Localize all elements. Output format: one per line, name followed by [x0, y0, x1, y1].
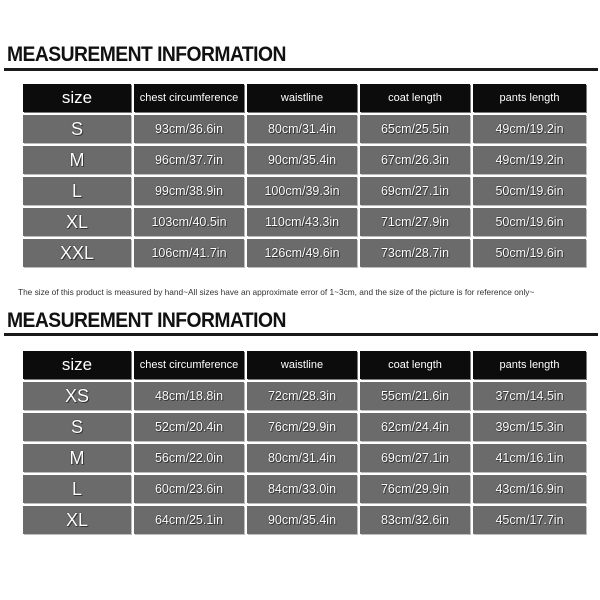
title-rule-1: [4, 68, 598, 71]
waist-cell: 80cm/31.4in: [247, 115, 357, 143]
coat-length-cell: 55cm/21.6in: [360, 382, 470, 410]
table-row: [23, 382, 586, 410]
coat-length-cell: 65cm/25.5in: [360, 115, 470, 143]
header-pants-length: pants length: [473, 84, 586, 112]
chest-cell: 64cm/25.1in: [134, 506, 244, 534]
size-cell: XL: [23, 506, 131, 534]
size-chart-table-1: [20, 81, 589, 270]
size-cell: S: [23, 115, 131, 143]
section-title-2: MEASUREMENT INFORMATION: [7, 309, 286, 332]
chest-cell: 106cm/41.7in: [134, 239, 244, 267]
waist-cell: 80cm/31.4in: [247, 444, 357, 472]
pants-length-cell: 45cm/17.7in: [473, 506, 586, 534]
size-cell: L: [23, 177, 131, 205]
header-waistline: waistline: [247, 84, 357, 112]
table-row: [23, 208, 586, 236]
table-header-row: [23, 84, 586, 112]
waist-cell: 100cm/39.3in: [247, 177, 357, 205]
waist-cell: 84cm/33.0in: [247, 475, 357, 503]
waist-cell: 90cm/35.4in: [247, 146, 357, 174]
coat-length-cell: 69cm/27.1in: [360, 444, 470, 472]
coat-length-cell: 62cm/24.4in: [360, 413, 470, 441]
table-row: [23, 239, 586, 267]
pants-length-cell: 50cm/19.6in: [473, 208, 586, 236]
waist-cell: 110cm/43.3in: [247, 208, 357, 236]
pants-length-cell: 39cm/15.3in: [473, 413, 586, 441]
table-row: [23, 177, 586, 205]
coat-length-cell: 71cm/27.9in: [360, 208, 470, 236]
pants-length-cell: 50cm/19.6in: [473, 177, 586, 205]
coat-length-cell: 76cm/29.9in: [360, 475, 470, 503]
chest-cell: 52cm/20.4in: [134, 413, 244, 441]
waist-cell: 72cm/28.3in: [247, 382, 357, 410]
pants-length-cell: 41cm/16.1in: [473, 444, 586, 472]
chest-cell: 48cm/18.8in: [134, 382, 244, 410]
chest-cell: 99cm/38.9in: [134, 177, 244, 205]
coat-length-cell: 67cm/26.3in: [360, 146, 470, 174]
table-header-row: [23, 351, 586, 379]
size-cell: XXL: [23, 239, 131, 267]
table-row: [23, 506, 586, 534]
size-cell: XL: [23, 208, 131, 236]
header-chest-circumference: chest circumference: [134, 351, 244, 379]
table-row: [23, 146, 586, 174]
size-cell: S: [23, 413, 131, 441]
coat-length-cell: 69cm/27.1in: [360, 177, 470, 205]
waist-cell: 90cm/35.4in: [247, 506, 357, 534]
table-row: [23, 115, 586, 143]
header-coat-length: coat length: [360, 84, 470, 112]
header-size: size: [23, 84, 131, 112]
chest-cell: 96cm/37.7in: [134, 146, 244, 174]
chest-cell: 56cm/22.0in: [134, 444, 244, 472]
pants-length-cell: 49cm/19.2in: [473, 115, 586, 143]
chest-cell: 93cm/36.6in: [134, 115, 244, 143]
measurement-note: The size of this product is measured by hand~All sizes have an approximate error of 1~3cm, and the size of the picture is for reference only~: [18, 287, 535, 297]
pants-length-cell: 50cm/19.6in: [473, 239, 586, 267]
waist-cell: 126cm/49.6in: [247, 239, 357, 267]
chest-cell: 103cm/40.5in: [134, 208, 244, 236]
title-rule-2: [4, 333, 598, 336]
coat-length-cell: 83cm/32.6in: [360, 506, 470, 534]
table-row: [23, 413, 586, 441]
size-cell: XS: [23, 382, 131, 410]
coat-length-cell: 73cm/28.7in: [360, 239, 470, 267]
size-cell: M: [23, 444, 131, 472]
header-chest-circumference: chest circumference: [134, 84, 244, 112]
chest-cell: 60cm/23.6in: [134, 475, 244, 503]
pants-length-cell: 37cm/14.5in: [473, 382, 586, 410]
header-coat-length: coat length: [360, 351, 470, 379]
header-waistline: waistline: [247, 351, 357, 379]
header-size: size: [23, 351, 131, 379]
pants-length-cell: 49cm/19.2in: [473, 146, 586, 174]
header-pants-length: pants length: [473, 351, 586, 379]
size-cell: L: [23, 475, 131, 503]
pants-length-cell: 43cm/16.9in: [473, 475, 586, 503]
size-chart-table-2: [20, 348, 589, 537]
table-row: [23, 475, 586, 503]
table-row: [23, 444, 586, 472]
section-title-1: MEASUREMENT INFORMATION: [7, 43, 286, 66]
size-cell: M: [23, 146, 131, 174]
waist-cell: 76cm/29.9in: [247, 413, 357, 441]
